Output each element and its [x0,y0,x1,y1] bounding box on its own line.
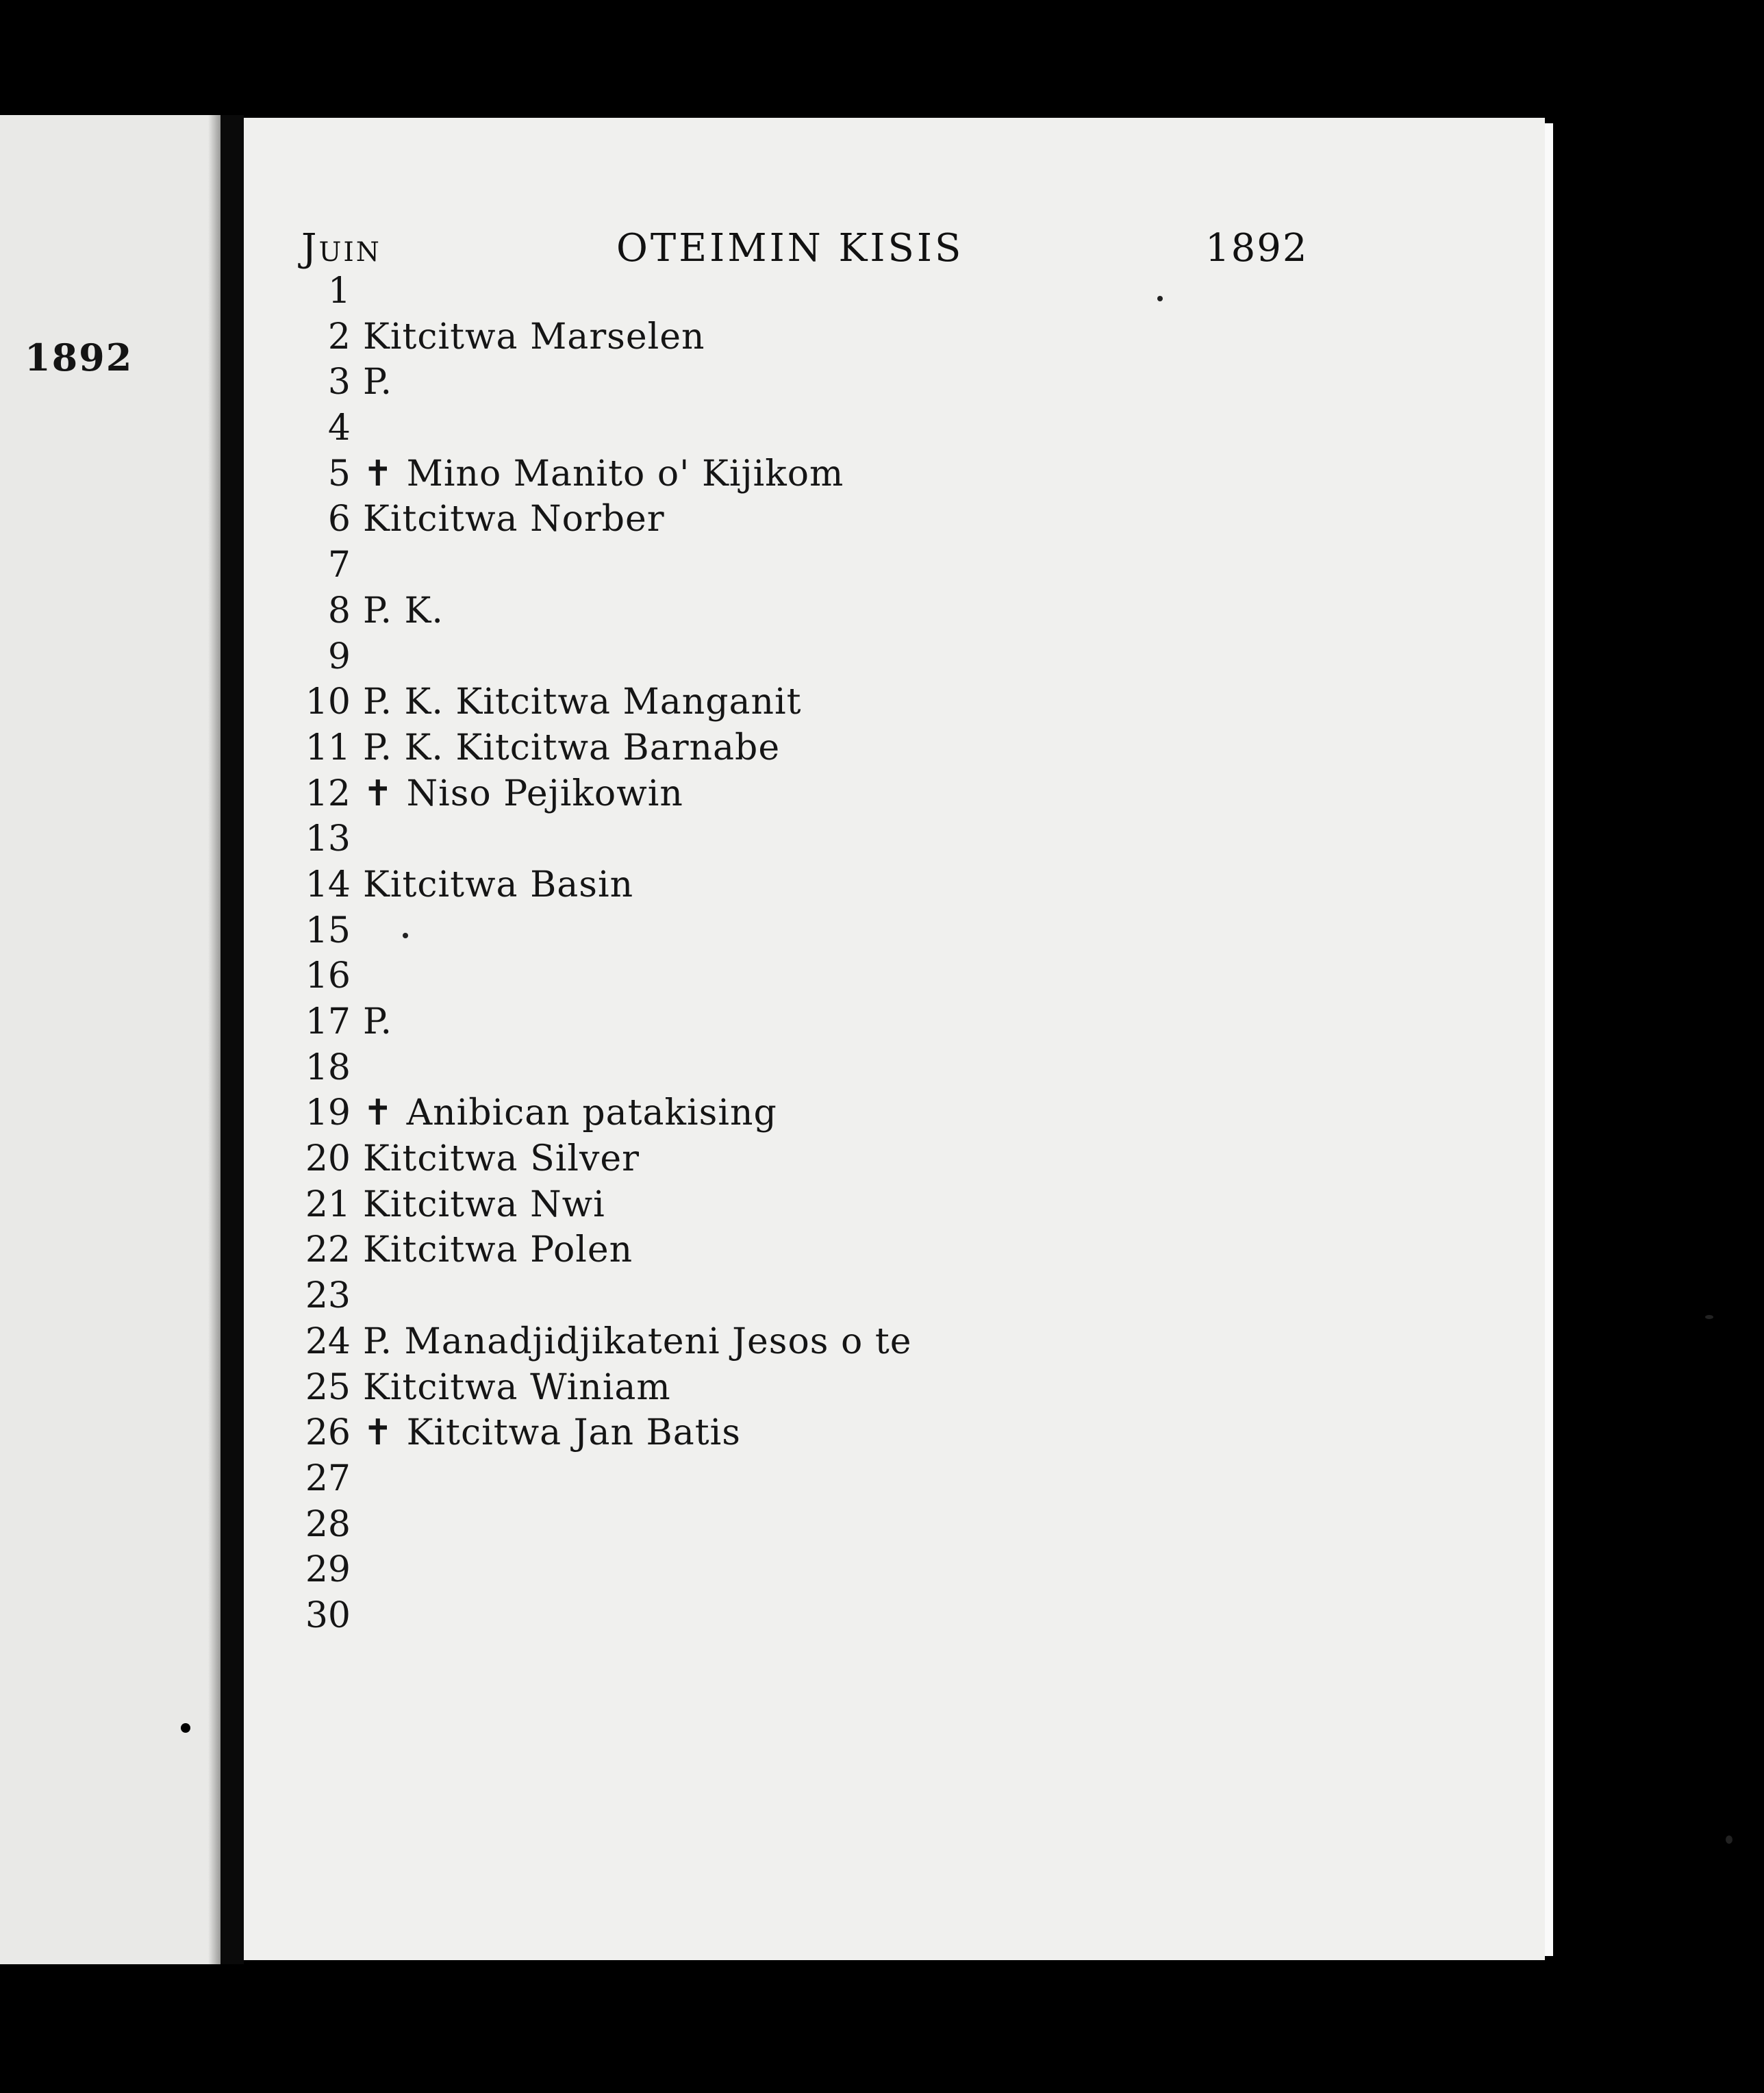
feast-name: Anibican patakising [406,1092,777,1134]
feast-name: P. Manadjidjikateni Jesos o te [363,1320,912,1362]
feast-name: P. [363,1001,392,1042]
day-number: 15 [305,910,351,951]
calendar-entry [288,953,1383,999]
calendar-entry [288,634,1383,680]
feast-name: Kitcitwa Norber [363,499,665,540]
page-month: Juin [301,226,381,271]
day-number: 8 [327,590,351,631]
calendar-entry [288,862,1383,908]
calendar-entry [288,1090,1383,1136]
day-number: 12 [305,773,351,814]
book-spine [220,115,244,1964]
calendar-entry [288,999,1383,1045]
day-number: 30 [305,1594,351,1636]
day-number: 27 [305,1457,351,1499]
feast-name: Niso Pejikowin [406,773,683,814]
feast-name: P. [363,362,392,403]
feast-name: Kitcitwa Polen [363,1229,633,1271]
ink-speck [1705,1315,1713,1319]
ink-speck [403,933,408,938]
day-number: 1 [327,271,351,312]
day-number: 16 [305,955,351,997]
feast-name: Kitcitwa Winiam [363,1366,671,1408]
page-title: OTEIMIN KISIS [616,226,964,271]
cross-icon: ✝ [363,1092,393,1134]
day-number: 5 [327,453,351,494]
calendar-entry [288,497,1383,542]
calendar-entry [288,771,1383,817]
calendar-entries [288,268,1383,1639]
calendar-entry [288,268,1383,314]
day-number: 4 [327,408,351,449]
left-page [0,115,220,1964]
calendar-entry [288,1593,1383,1639]
calendar-entry [288,1045,1383,1091]
calendar-entry [288,542,1383,588]
feast-name: P. K. Kitcitwa Manganit [363,681,802,723]
day-number: 29 [305,1549,351,1591]
day-number: 18 [305,1046,351,1088]
cross-icon: ✝ [363,773,393,814]
calendar-entry [288,1319,1383,1365]
day-number: 13 [305,818,351,860]
calendar-entry [288,1136,1383,1182]
calendar-entry [288,725,1383,771]
feast-name: Kitcitwa Silver [363,1138,640,1180]
day-number: 7 [327,544,351,586]
calendar-entry [288,1502,1383,1548]
calendar-entry [288,405,1383,451]
gutter-shadow [208,115,220,1964]
feast-name: Kitcitwa Basin [363,864,634,905]
feast-name: Kitcitwa Nwi [363,1183,605,1225]
feast-name: P. K. [363,590,444,631]
page-year: 1892 [1205,226,1309,271]
day-number: 28 [305,1503,351,1545]
calendar-entry [288,1227,1383,1273]
cross-icon: ✝ [363,453,393,494]
ink-speck [181,1723,190,1733]
calendar-entry [288,1365,1383,1411]
day-number: 17 [305,1001,351,1042]
calendar-entry [288,1273,1383,1319]
calendar-entry [288,588,1383,634]
feast-name: Mino Manito o' Kijikom [406,453,844,494]
calendar-entry [288,451,1383,497]
cross-icon: ✝ [363,1412,393,1454]
day-number: 14 [305,864,351,905]
calendar-entry [288,679,1383,725]
day-number: 11 [305,727,351,768]
feast-name: P. K. Kitcitwa Barnabe [363,727,781,768]
page-edge [1545,123,1553,1956]
day-number: 26 [305,1412,351,1454]
day-number: 24 [305,1320,351,1362]
day-number: 25 [305,1366,351,1408]
left-page-year: 1892 [25,336,134,379]
day-number: 23 [305,1275,351,1317]
day-number: 9 [327,636,351,677]
calendar-entry [288,314,1383,360]
day-number: 6 [327,499,351,540]
ink-speck [1726,1835,1732,1844]
feast-name: Kitcitwa Jan Batis [406,1412,741,1454]
calendar-entry [288,1456,1383,1502]
day-number: 19 [305,1092,351,1134]
calendar-entry [288,1182,1383,1228]
day-number: 21 [305,1183,351,1225]
day-number: 20 [305,1138,351,1180]
day-number: 2 [327,316,351,358]
calendar-entry [288,360,1383,405]
day-number: 22 [305,1229,351,1271]
day-number: 3 [327,362,351,403]
feast-name: Kitcitwa Marselen [363,316,705,358]
calendar-entry [288,816,1383,862]
ink-speck [1157,296,1163,301]
day-number: 10 [305,681,351,723]
calendar-entry [288,1410,1383,1456]
calendar-entry [288,1547,1383,1593]
calendar-entry [288,908,1383,954]
